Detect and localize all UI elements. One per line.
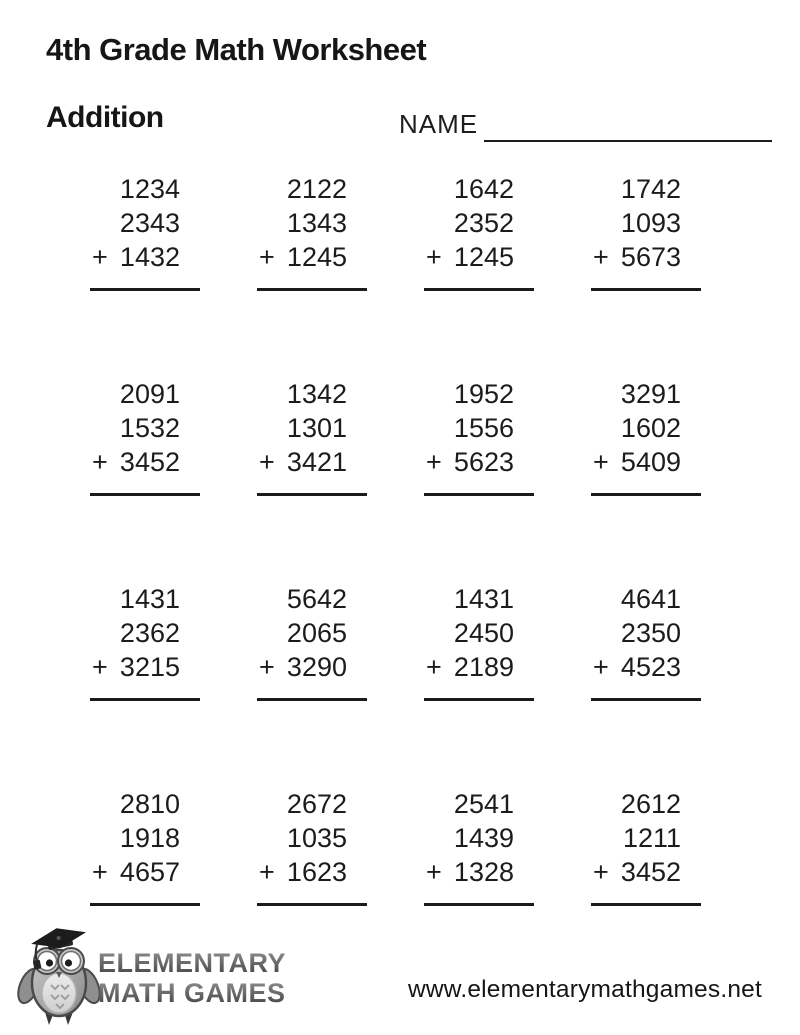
logo-wordmark xyxy=(98,948,286,1008)
addend-3-with-operator xyxy=(424,650,534,684)
addend-1: 1952 xyxy=(453,379,514,409)
plus-operator: + xyxy=(593,857,609,887)
plus-operator: + xyxy=(426,447,442,477)
addend-1: 2541 xyxy=(453,789,514,819)
plus-operator: + xyxy=(259,242,275,272)
addend-2: 2450 xyxy=(453,618,514,648)
addend-1: 1642 xyxy=(453,174,514,204)
addend-1: 4641 xyxy=(620,584,681,614)
addition-problem-4 xyxy=(591,172,701,291)
addend-3-with-operator xyxy=(591,855,701,889)
addend-3-with-operator xyxy=(257,855,367,889)
addend-3-with-operator xyxy=(424,855,534,889)
addend-3: 5409 xyxy=(620,447,681,477)
addition-problem-14 xyxy=(257,787,367,906)
addition-problem-3 xyxy=(424,172,534,291)
addition-problem-13 xyxy=(90,787,200,906)
plus-operator: + xyxy=(92,652,108,682)
addend-3-with-operator xyxy=(591,445,701,479)
addend-3: 3452 xyxy=(119,447,180,477)
addend-2: 1556 xyxy=(453,413,514,443)
addend-3-with-operator xyxy=(591,240,701,274)
addend-1: 5642 xyxy=(286,584,347,614)
plus-operator: + xyxy=(593,447,609,477)
addend-3: 1432 xyxy=(119,242,180,272)
addition-problem-1 xyxy=(90,172,200,291)
addend-3: 1245 xyxy=(286,242,347,272)
addend-3: 5623 xyxy=(453,447,514,477)
addend-2: 1035 xyxy=(286,823,347,853)
plus-operator: + xyxy=(593,242,609,272)
addition-problem-11 xyxy=(424,582,534,701)
addend-2: 2362 xyxy=(119,618,180,648)
addition-problem-5 xyxy=(90,377,200,496)
plus-operator: + xyxy=(259,652,275,682)
addend-2: 2352 xyxy=(453,208,514,238)
addition-problem-8 xyxy=(591,377,701,496)
plus-operator: + xyxy=(92,242,108,272)
addend-3: 1328 xyxy=(453,857,514,887)
addend-2: 1301 xyxy=(286,413,347,443)
name-blank-line[interactable] xyxy=(484,106,772,142)
addend-3-with-operator xyxy=(424,445,534,479)
addend-3: 3215 xyxy=(119,652,180,682)
addend-3: 4523 xyxy=(620,652,681,682)
addend-3-with-operator xyxy=(90,855,200,889)
addend-2: 1211 xyxy=(622,823,681,853)
name-field-row xyxy=(399,106,772,142)
addend-2: 1602 xyxy=(620,413,681,443)
addend-1: 1342 xyxy=(286,379,347,409)
addend-3: 3421 xyxy=(286,447,347,477)
addition-problem-7 xyxy=(424,377,534,496)
plus-operator: + xyxy=(593,652,609,682)
owl-graduation-cap-icon xyxy=(16,926,102,1028)
addend-1: 1431 xyxy=(453,584,514,614)
addend-1: 1742 xyxy=(620,174,681,204)
name-label: NAME xyxy=(399,109,479,139)
addend-1: 2810 xyxy=(119,789,180,819)
addend-2: 2065 xyxy=(286,618,347,648)
addend-2: 1532 xyxy=(119,413,180,443)
addend-3-with-operator xyxy=(257,650,367,684)
addend-3: 1623 xyxy=(286,857,347,887)
addend-1: 2091 xyxy=(119,379,180,409)
addend-1: 2122 xyxy=(286,174,347,204)
plus-operator: + xyxy=(92,857,108,887)
addition-problem-6 xyxy=(257,377,367,496)
addend-1: 3291 xyxy=(620,379,681,409)
addend-2: 2350 xyxy=(620,618,681,648)
addition-problem-16 xyxy=(591,787,701,906)
addend-3: 4657 xyxy=(119,857,180,887)
addend-1: 2672 xyxy=(286,789,347,819)
addend-2: 2343 xyxy=(119,208,180,238)
addend-3-with-operator xyxy=(424,240,534,274)
plus-operator: + xyxy=(426,652,442,682)
addition-problem-9 xyxy=(90,582,200,701)
addend-1: 1234 xyxy=(119,174,180,204)
addend-2: 1439 xyxy=(453,823,514,853)
plus-operator: + xyxy=(426,857,442,887)
addend-3-with-operator xyxy=(257,445,367,479)
logo-line-1: ELEMENTARY xyxy=(98,948,287,978)
addend-3: 5673 xyxy=(620,242,681,272)
addend-3-with-operator xyxy=(90,240,200,274)
addend-3-with-operator xyxy=(90,650,200,684)
worksheet-title: 4th Grade Math Worksheet xyxy=(46,32,427,67)
addend-2: 1343 xyxy=(286,208,347,238)
website-url: www.elementarymathgames.net xyxy=(408,976,762,1003)
addend-3: 2189 xyxy=(453,652,514,682)
addition-problem-12 xyxy=(591,582,701,701)
addend-1: 2612 xyxy=(620,789,681,819)
plus-operator: + xyxy=(92,447,108,477)
addition-problem-2 xyxy=(257,172,367,291)
addend-3-with-operator xyxy=(591,650,701,684)
plus-operator: + xyxy=(259,857,275,887)
addition-problem-15 xyxy=(424,787,534,906)
addend-3: 1245 xyxy=(453,242,514,272)
logo-line-2: MATH GAMES xyxy=(98,978,286,1008)
worksheet-subtitle: Addition xyxy=(46,101,164,134)
plus-operator: + xyxy=(426,242,442,272)
plus-operator: + xyxy=(259,447,275,477)
addend-2: 1918 xyxy=(119,823,180,853)
addend-3: 3452 xyxy=(620,857,681,887)
problems-grid xyxy=(90,172,701,992)
addend-3-with-operator xyxy=(90,445,200,479)
addend-3-with-operator xyxy=(257,240,367,274)
addition-problem-10 xyxy=(257,582,367,701)
addend-2: 1093 xyxy=(620,208,681,238)
addend-1: 1431 xyxy=(119,584,180,614)
addend-3: 3290 xyxy=(286,652,347,682)
